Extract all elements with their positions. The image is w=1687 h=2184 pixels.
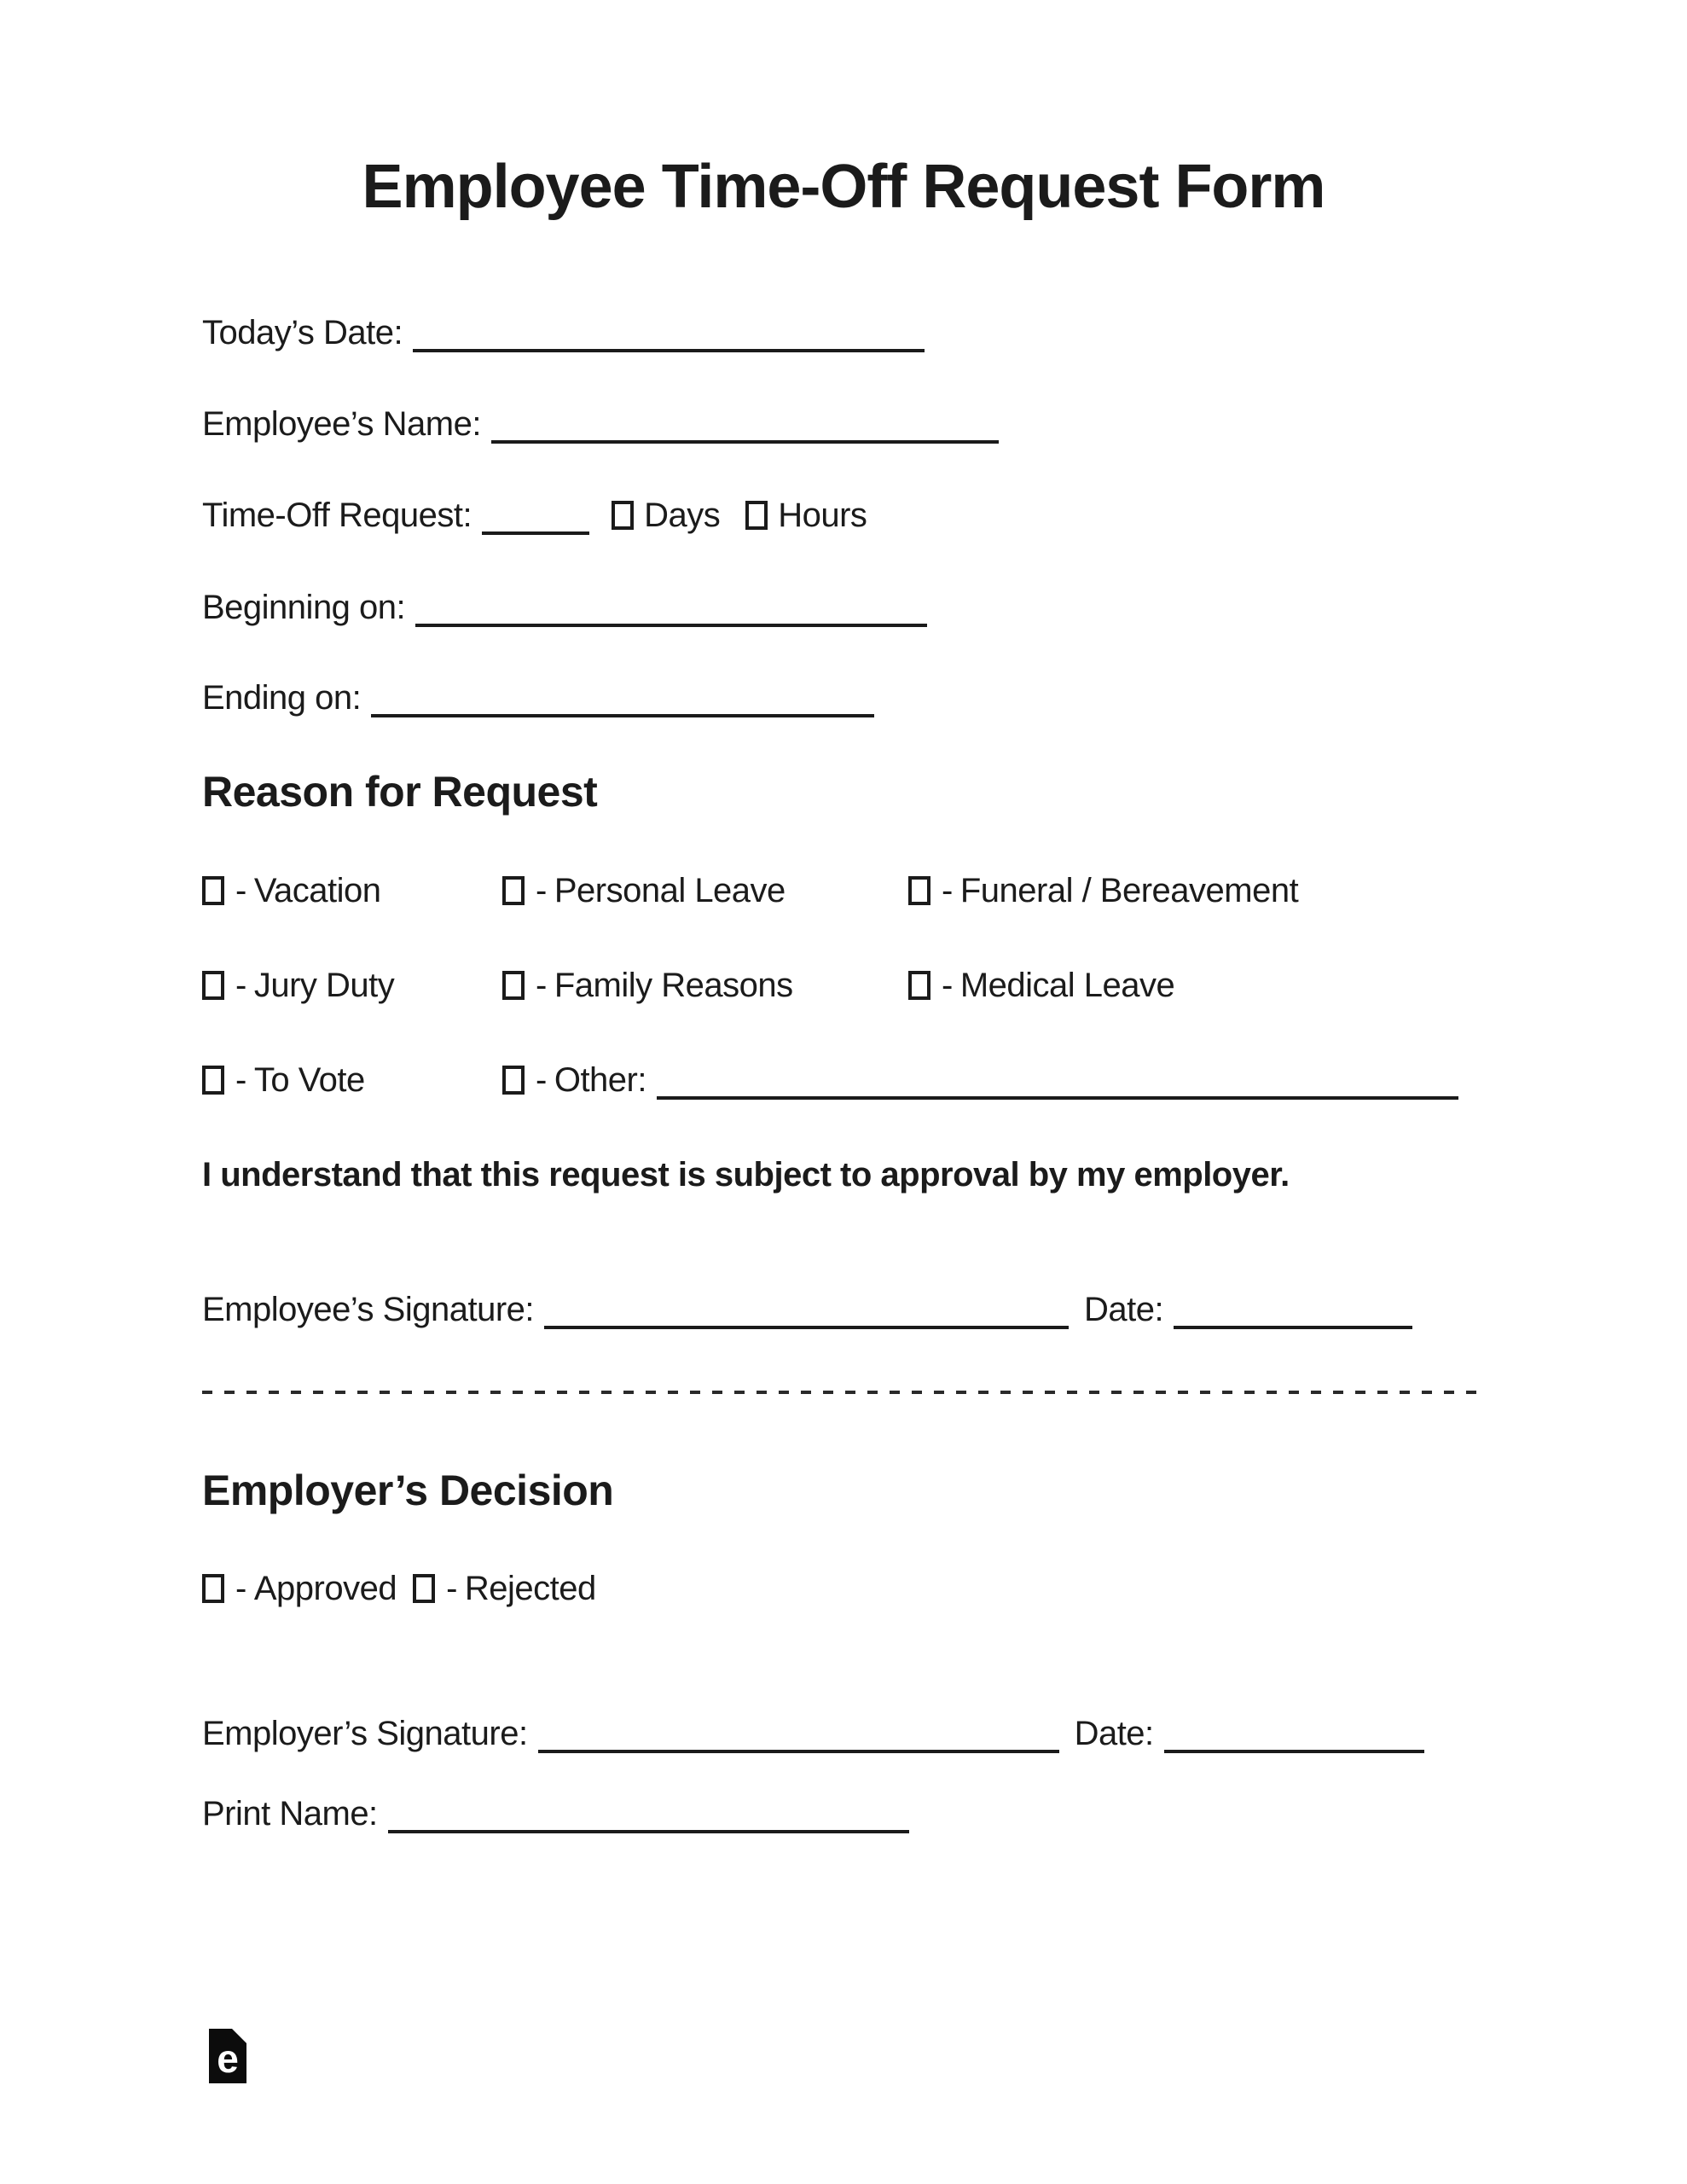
checkbox-other[interactable]	[502, 1066, 525, 1095]
checkbox-approved[interactable]	[202, 1574, 224, 1603]
reason-option-personal-leave	[502, 870, 786, 911]
dash-separator: -	[536, 872, 547, 909]
beginning-on-label: Beginning on:	[202, 589, 406, 626]
checkbox-funeral-bereavement[interactable]	[908, 876, 930, 905]
employer-signature-row	[202, 1713, 1424, 1754]
employer-signature-fill-line[interactable]	[538, 1750, 1059, 1753]
employees-name-row	[202, 404, 999, 444]
employer-date-label: Date:	[1074, 1715, 1154, 1752]
employee-date-label: Date:	[1084, 1291, 1164, 1328]
jury-duty-label: Jury Duty	[253, 967, 395, 1004]
checkbox-personal-leave[interactable]	[502, 876, 525, 905]
other-reason-fill-line[interactable]	[657, 1096, 1458, 1100]
dash-separator: -	[536, 967, 547, 1004]
ending-on-fill-line[interactable]	[371, 714, 874, 717]
employee-date-fill-line[interactable]	[1174, 1326, 1412, 1329]
checkbox-rejected[interactable]	[413, 1574, 435, 1603]
todays-date-row	[202, 312, 925, 353]
checkbox-jury-duty[interactable]	[202, 971, 224, 1000]
dash-separator: -	[235, 1061, 246, 1099]
employees-name-label: Employee’s Name:	[202, 405, 481, 443]
to-vote-label: To Vote	[253, 1061, 365, 1099]
dash-separator: -	[536, 1061, 547, 1099]
beginning-on-fill-line[interactable]	[415, 624, 927, 627]
reason-row-1	[202, 870, 1567, 911]
reason-option-funeral	[908, 870, 1298, 911]
reason-option-vacation	[202, 870, 381, 911]
time-off-request-row	[202, 495, 867, 536]
checkbox-hours[interactable]	[745, 501, 768, 530]
medical-leave-label: Medical Leave	[959, 967, 1175, 1004]
dash-separator: -	[235, 872, 246, 909]
todays-date-fill-line[interactable]	[413, 349, 925, 352]
rejected-label: Rejected	[464, 1570, 596, 1607]
dash-separator: -	[942, 967, 953, 1004]
dash-separator: -	[446, 1570, 457, 1607]
print-name-label: Print Name:	[202, 1795, 378, 1833]
employer-decision-row	[202, 1568, 596, 1609]
dash-separator: -	[235, 1570, 246, 1607]
reason-option-jury-duty	[202, 965, 394, 1006]
print-name-fill-line[interactable]	[388, 1830, 909, 1833]
reason-row-3	[202, 1060, 1567, 1101]
employees-name-fill-line[interactable]	[491, 440, 999, 444]
vacation-label: Vacation	[253, 872, 381, 909]
reason-row-2	[202, 965, 1567, 1006]
beginning-on-row	[202, 587, 927, 628]
dashed-divider	[202, 1391, 1486, 1394]
family-reasons-label: Family Reasons	[554, 967, 793, 1004]
ending-on-row	[202, 677, 874, 718]
checkbox-to-vote[interactable]	[202, 1066, 224, 1095]
eforms-document-logo	[209, 2029, 246, 2083]
hours-label: Hours	[778, 497, 867, 534]
logo-letter: e	[217, 2036, 239, 2081]
reason-option-to-vote	[202, 1060, 365, 1101]
reason-section-heading: Reason for Request	[202, 768, 598, 816]
dash-separator: -	[235, 967, 246, 1004]
days-label: Days	[644, 497, 721, 534]
employer-signature-label: Employer’s Signature:	[202, 1715, 528, 1752]
employee-signature-fill-line[interactable]	[544, 1326, 1069, 1329]
form-title: Employee Time-Off Request Form	[362, 153, 1325, 221]
employee-signature-row	[202, 1289, 1412, 1330]
personal-leave-label: Personal Leave	[554, 872, 786, 909]
checkbox-family-reasons[interactable]	[502, 971, 525, 1000]
checkbox-medical-leave[interactable]	[908, 971, 930, 1000]
dash-separator: -	[942, 872, 953, 909]
checkbox-days[interactable]	[612, 501, 634, 530]
ending-on-label: Ending on:	[202, 679, 362, 717]
employer-date-fill-line[interactable]	[1164, 1750, 1424, 1753]
reason-option-family-reasons	[502, 965, 793, 1006]
time-off-amount-fill-line[interactable]	[482, 531, 589, 535]
print-name-row	[202, 1793, 909, 1834]
reason-option-medical-leave	[908, 965, 1174, 1006]
funeral-label: Funeral / Bereavement	[959, 872, 1299, 909]
employee-signature-label: Employee’s Signature:	[202, 1291, 534, 1328]
employer-decision-heading: Employer’s Decision	[202, 1467, 614, 1514]
other-label: Other:	[554, 1061, 646, 1099]
checkbox-vacation[interactable]	[202, 876, 224, 905]
reason-option-other	[502, 1060, 1458, 1101]
todays-date-label: Today’s Date:	[202, 314, 403, 351]
acknowledgement-statement: I understand that this request is subject to approval by my employer.	[202, 1156, 1290, 1194]
time-off-request-label: Time-Off Request:	[202, 497, 472, 534]
approved-label: Approved	[253, 1570, 397, 1607]
